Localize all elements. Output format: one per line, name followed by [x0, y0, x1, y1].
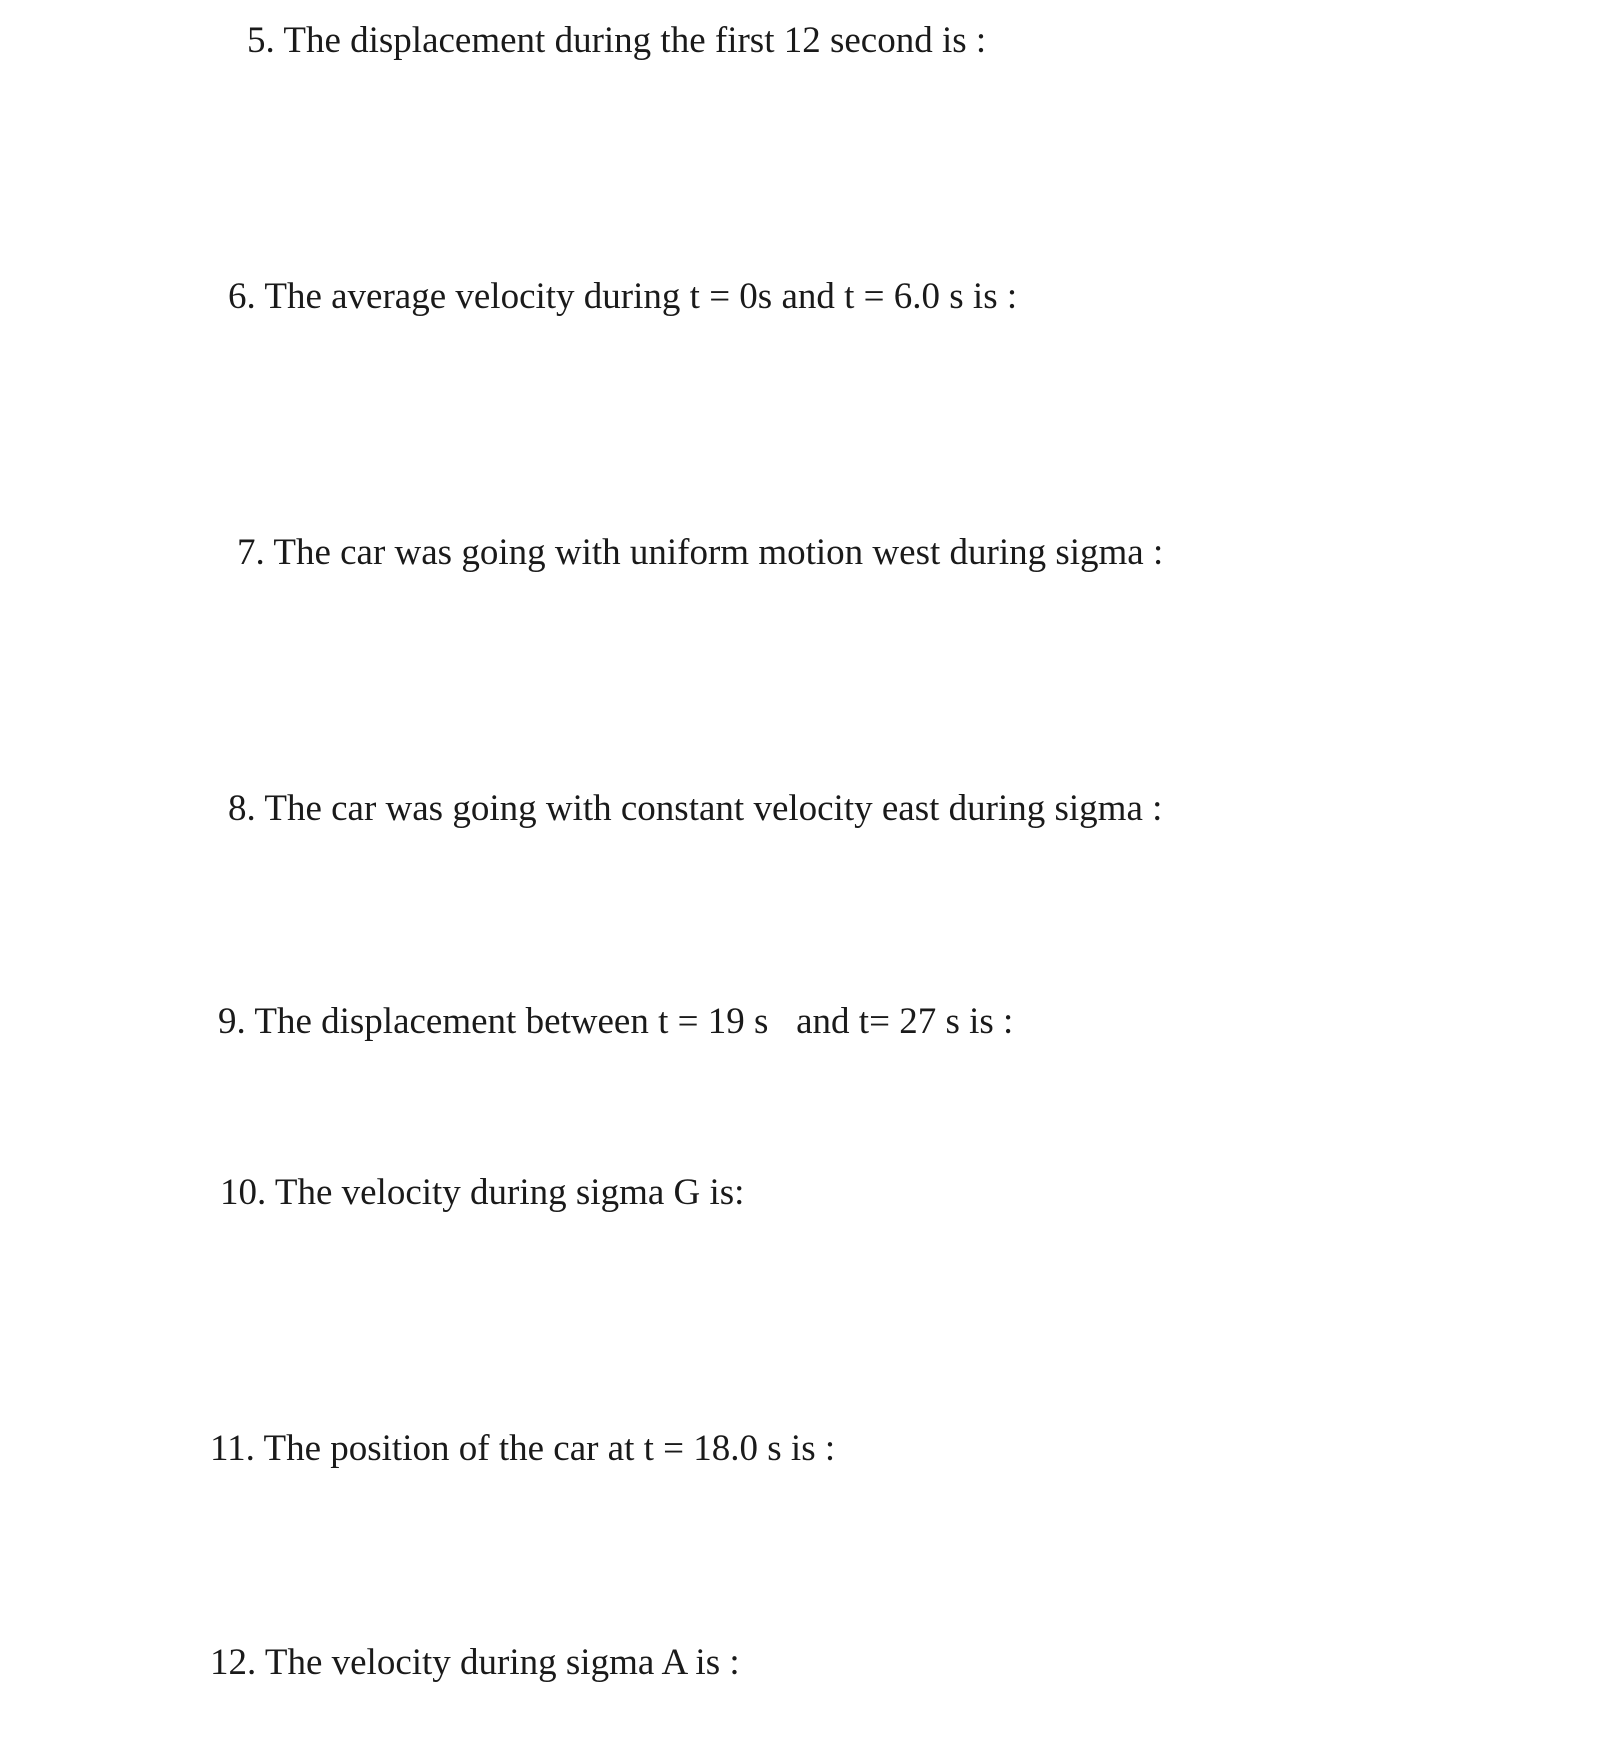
question-text: The velocity during sigma A is : — [264, 1642, 740, 1683]
question-6 — [228, 278, 1017, 315]
question-7 — [237, 534, 1163, 571]
question-number: 11. — [210, 1428, 255, 1469]
question-text: The velocity during sigma G is: — [274, 1172, 745, 1213]
question-number: 9. — [218, 1001, 246, 1042]
question-11 — [210, 1430, 835, 1467]
question-number: 12. — [210, 1642, 257, 1683]
question-number: 7. — [237, 532, 265, 573]
question-8 — [228, 790, 1162, 827]
question-number: 5. — [247, 20, 275, 61]
question-text: The car was going with uniform motion west during sigma : — [273, 532, 1164, 573]
question-text: The displacement during the first 12 second is : — [283, 20, 987, 61]
question-9 — [218, 1003, 1013, 1040]
question-10 — [220, 1174, 744, 1211]
question-text: The position of the car at t = 18.0 s is : — [263, 1428, 836, 1469]
question-number: 8. — [228, 788, 256, 829]
question-number: 6. — [228, 276, 256, 317]
question-text: The displacement between t = 19 s and t= 27 s is : — [254, 1001, 1014, 1042]
question-text: The average velocity during t = 0s and t = 6.0 s is : — [264, 276, 1018, 317]
question-number: 10. — [220, 1172, 267, 1213]
question-text: The car was going with constant velocity east during sigma : — [264, 788, 1163, 829]
question-5 — [247, 22, 986, 59]
question-12 — [210, 1644, 740, 1681]
